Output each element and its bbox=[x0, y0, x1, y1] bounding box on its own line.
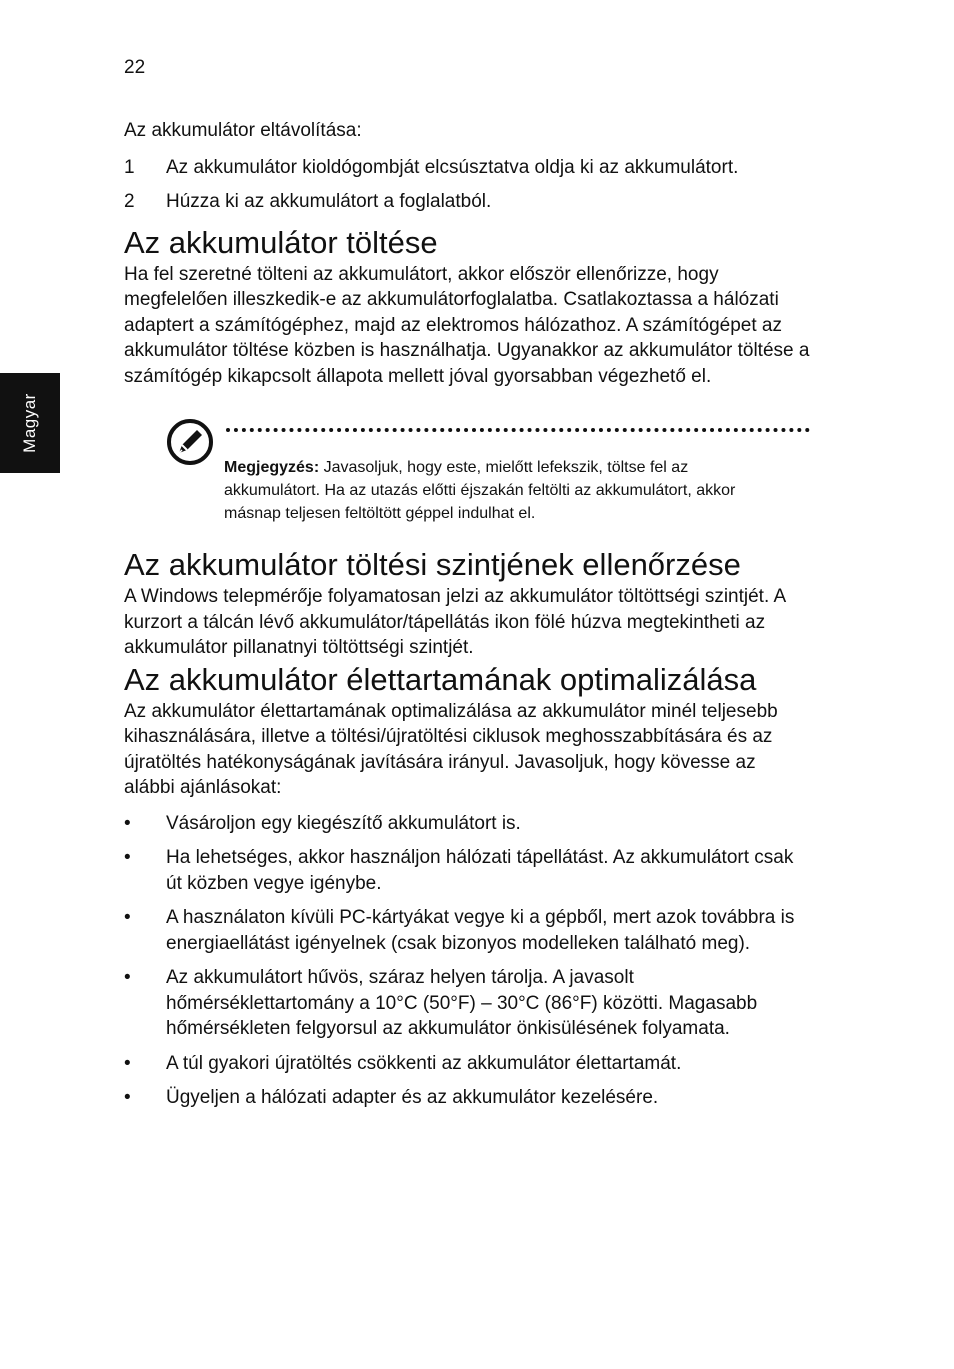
list-item-text: Az akkumulátort hűvös, száraz helyen tárolja. A javasolt hőmérséklettartomány a 10°C (50°F) – 30°C (86°F) közötti. Magasabb hőmérsékleten felgyorsul az akkumulátor önkisülésének folyamata. bbox=[166, 967, 758, 1039]
bullet-marker: • bbox=[124, 847, 131, 868]
page-content bbox=[124, 118, 810, 1120]
removal-step bbox=[124, 155, 810, 181]
list-item bbox=[124, 845, 810, 896]
level-check-body: A Windows telepmérője folyamatosan jelzi az akkumulátor töltöttségi szintjét. A kurzort a tálcán lévő akkumulátor/tápellátás ikon fölé húzva megtekintheti az akkumulátor pillanatnyi töltöttségi szintjét. bbox=[124, 586, 786, 658]
list-item bbox=[124, 1051, 810, 1077]
step-text: Húzza ki az akkumulátort a foglalatból. bbox=[166, 191, 492, 212]
list-item-text: A használaton kívüli PC-kártyákat vegye ki a gépből, mert azok továbbra is energiaellátást igényelnek (csak bizonyos modelleken található meg). bbox=[166, 907, 795, 954]
optimize-bullets bbox=[124, 811, 810, 1111]
optimize-heading: Az akkumulátor élettartamának optimalizálása bbox=[124, 661, 757, 697]
step-number: 2 bbox=[124, 191, 135, 212]
list-item-text: Ügyeljen a hálózati adapter és az akkumulátor kezelésére. bbox=[166, 1087, 659, 1108]
note-box bbox=[124, 418, 810, 546]
note-dotted-rule bbox=[226, 428, 810, 432]
level-check-heading: Az akkumulátor töltési szintjének ellenőrzése bbox=[124, 547, 741, 582]
note-content: Javasoljuk, hogy este, mielőtt lefekszik, töltse fel az akkumulátort. Ha az utazás előtti éjszakán feltölti az akkumulátort, akkor másnap teljesen feltöltött géppel indulhat el. bbox=[224, 459, 736, 522]
list-item-text: A túl gyakori újratöltés csökkenti az akkumulátor élettartamát. bbox=[166, 1052, 682, 1074]
list-item-text: Ha lehetséges, akkor használjon hálózati tápellátást. Az akkumulátort csak út közben vegye igénybe. bbox=[166, 847, 794, 894]
charging-heading: Az akkumulátor töltése bbox=[124, 224, 438, 260]
list-item bbox=[124, 965, 810, 1042]
bullet-marker: • bbox=[124, 1052, 131, 1074]
list-item-text: Vásároljon egy kiegészítő akkumulátort is. bbox=[166, 812, 521, 834]
page-number: 22 bbox=[124, 57, 146, 78]
note-pencil-icon bbox=[166, 418, 214, 466]
removal-steps bbox=[124, 155, 810, 215]
list-item bbox=[124, 811, 810, 837]
list-item bbox=[124, 1085, 810, 1111]
side-tab-label: Magyar bbox=[20, 393, 39, 453]
bullet-marker: • bbox=[124, 967, 131, 988]
list-item bbox=[124, 905, 810, 956]
bullet-marker: • bbox=[124, 907, 131, 928]
note-text bbox=[224, 456, 784, 525]
charging-body: Ha fel szeretné tölteni az akkumulátort, akkor először ellenőrizze, hogy megfelelően illeszkedik-e az akkumulátorfoglalatba. Csatlakoztassa a hálózati adaptert a számítógéphez, majd az elektromos hálózathoz. A számítógépet az akkumulátor töltése közben is használhatja. Ugyanakkor az akkumulátor töltése a számítógép kikapcsolt állapota mellett jóval gyorsabban végezhető el. bbox=[124, 263, 810, 387]
removal-intro: Az akkumulátor eltávolítása: bbox=[124, 120, 362, 141]
note-label: Megjegyzés: bbox=[224, 459, 320, 476]
optimize-body: Az akkumulátor élettartamának optimalizálása az akkumulátor minél teljesebb kihasználására, illetve a töltési/újratöltési ciklusok meghosszabbítására és az újratöltés hatékonyságának javítására irányul. Javasoljuk, hogy kövesse az alábbi ajánlásokat: bbox=[124, 700, 778, 798]
bullet-marker: • bbox=[124, 812, 131, 834]
language-side-tab bbox=[0, 373, 60, 473]
bullet-marker: • bbox=[124, 1087, 131, 1108]
step-number: 1 bbox=[124, 156, 135, 178]
step-text: Az akkumulátor kioldógombját elcsúsztatva oldja ki az akkumulátort. bbox=[166, 156, 739, 178]
removal-step bbox=[124, 189, 810, 215]
